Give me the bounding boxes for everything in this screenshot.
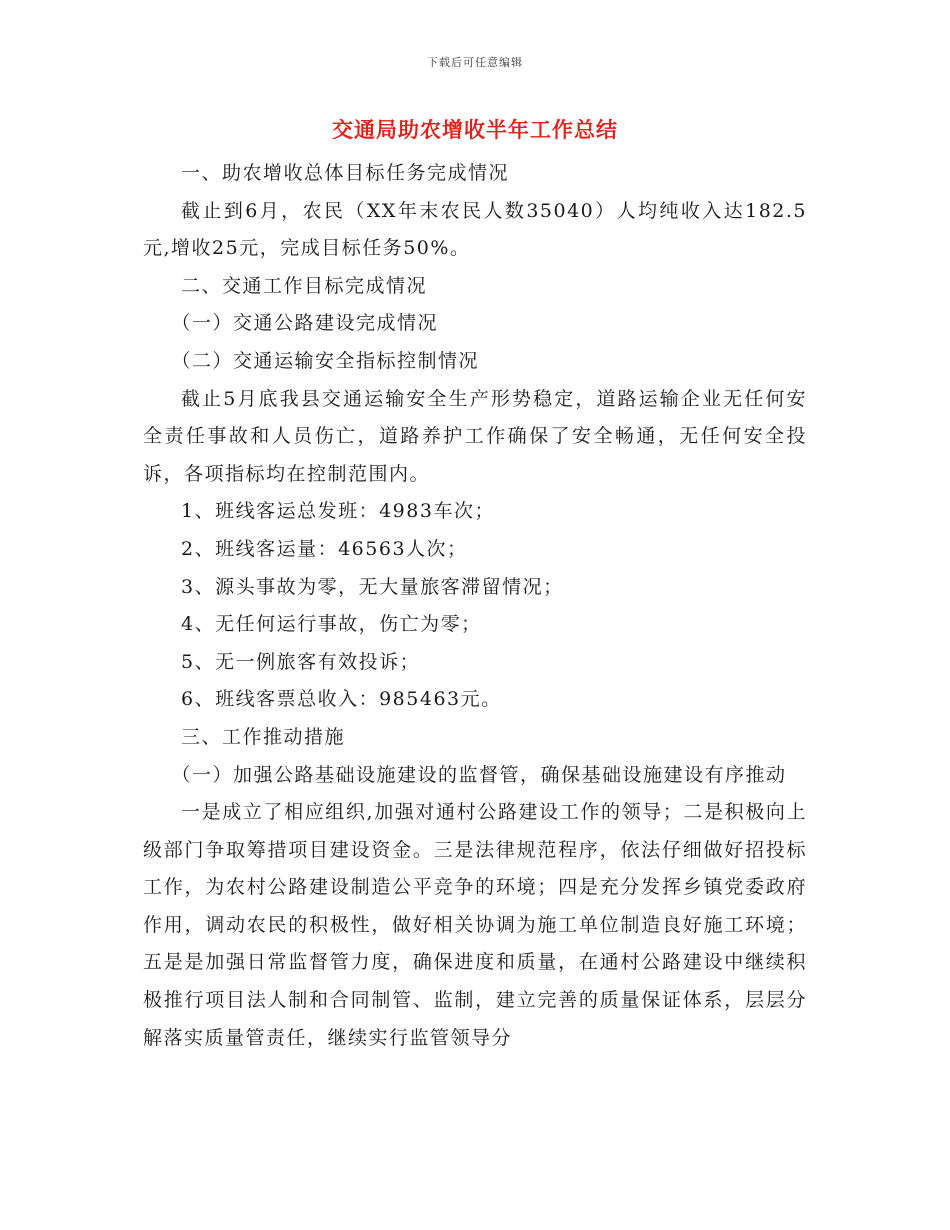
paragraph-measures: 一是成立了相应组织,加强对通村公路建设工作的领导；二是积极向上级部门争取筹措项目建设资金。三是法律规范程序，依法仔细做好招投标工作，为农村公路建设制造公平竞争的环境；四是充分发挥乡镇党委政府作用，调动农民的积极性，做好相关协调为施工单位制造良好施工环境；五是是加强日常监督管力度，确保进度和质量，在通村公路建设中继续积极推行项目法人制和合同制管、监制，建立完善的质量保证体系，层层分解落实质量管责任，继续实行监管领导分 xyxy=(143,801,807,1049)
subheading-road-construction: （一）交通公路建设完成情况 xyxy=(171,312,439,335)
list-item-2: 2、班线客运量：46563人次； xyxy=(181,537,468,560)
subheading-transport-safety: （二）交通运输安全指标控制情况 xyxy=(171,349,480,372)
list-item-6: 6、班线客票总收入：985463元。 xyxy=(181,688,502,711)
section-heading-2: 二、交通工作目标完成情况 xyxy=(181,274,428,297)
list-item-4: 4、无任何运行事故，伤亡为零； xyxy=(181,613,482,636)
paragraph-income: 截止到6月，农民（XX年末农民人数35040）人均纯收入达182.5元,增收25元，完成目标任务50%。 xyxy=(143,199,807,260)
document-body xyxy=(143,155,807,1057)
subheading-supervision: （一）加强公路基础设施建设的监督管，确保基础设施建设有序推动 xyxy=(171,763,787,786)
document-title: 交通局助农增收半年工作总结 xyxy=(332,117,618,142)
list-item-5: 5、无一例旅客有效投诉； xyxy=(181,650,421,673)
page-header-note: 下载后可任意编辑 xyxy=(427,56,523,69)
list-item-3: 3、源头事故为零，无大量旅客滞留情况； xyxy=(181,575,564,598)
list-item-1: 1、班线客运总发班：4983车次； xyxy=(181,500,495,523)
section-heading-1: 一、助农增收总体目标任务完成情况 xyxy=(181,162,510,184)
section-heading-3: 三、工作推动措施 xyxy=(181,725,346,748)
paragraph-safety: 截止5月底我县交通运输安全生产形势稳定，道路运输企业无任何安全责任事故和人员伤亡，道路养护工作确保了安全畅通，无任何安全投诉，各项指标均在控制范围内。 xyxy=(143,387,807,485)
